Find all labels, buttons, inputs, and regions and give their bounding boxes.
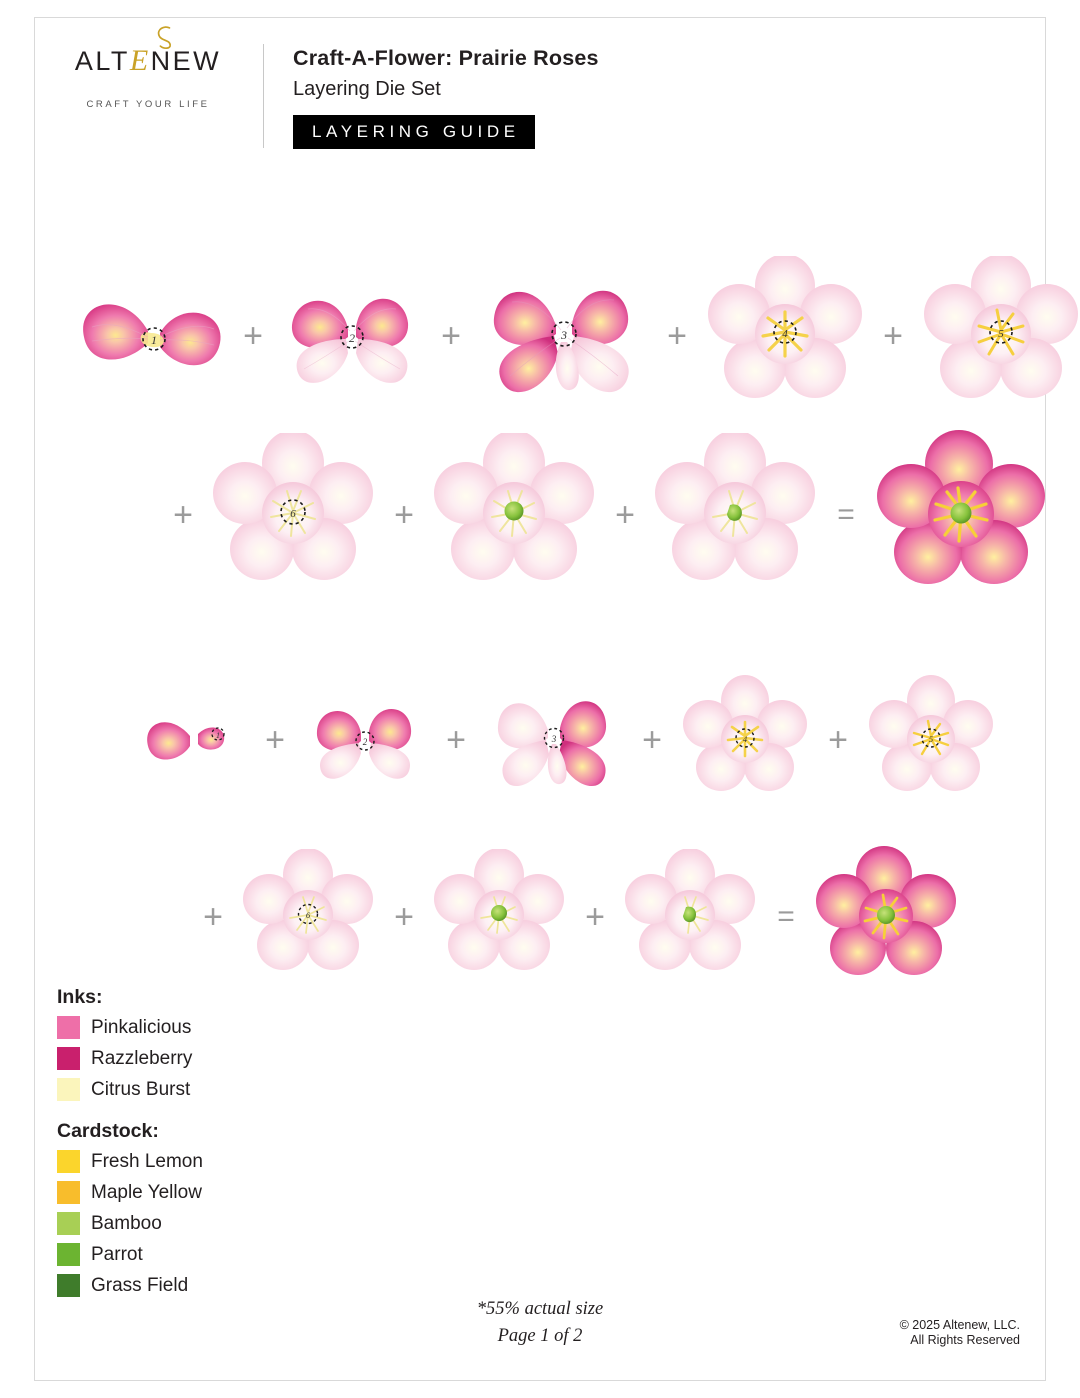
flower-layer-8	[648, 433, 823, 598]
step-petal-layer-2	[276, 261, 428, 411]
step-number-4: 4	[782, 328, 788, 340]
flower-layer-6	[206, 433, 381, 598]
logo-tagline: CRAFT YOUR LIFE	[86, 99, 210, 110]
swatch-label-parrot: Parrot	[91, 1244, 143, 1265]
operator-plus-2: +	[441, 317, 461, 355]
step-small-petal-layer-7	[427, 849, 572, 984]
step-small-petal-layer-8	[618, 849, 763, 984]
small-flower-layer-3	[479, 672, 629, 807]
cardstock-title: Cardstock:	[57, 1120, 159, 1142]
swatch-maple-yellow	[57, 1181, 80, 1204]
operator-plus-8: +	[265, 720, 285, 759]
small-flower-layer-8	[618, 849, 763, 984]
step-row-3	[132, 672, 1001, 807]
step-small-petal-layer-3	[479, 672, 629, 807]
cardstock-swatch-row	[57, 1146, 357, 1177]
step-petal-layer-8	[648, 433, 823, 598]
swatch-label-fresh-lemon: Fresh Lemon	[91, 1151, 203, 1172]
small-step-number-6: 6	[305, 910, 311, 920]
small-flower-layer-5	[861, 675, 1001, 805]
swatch-label-pinkalicious: Pinkalicious	[91, 1017, 192, 1038]
rights-line: All Rights Reserved	[910, 1333, 1020, 1347]
swatch-label-citrus-burst: Citrus Burst	[91, 1079, 191, 1100]
step-row-4	[190, 844, 964, 989]
flower-layer-2	[276, 261, 428, 411]
swatch-pinkalicious	[57, 1016, 80, 1039]
step-number-6: 6	[290, 507, 296, 520]
small-flower-layer-2	[298, 677, 433, 802]
operator-plus-5: +	[173, 496, 193, 534]
step-number-3: 3	[561, 328, 567, 342]
operator-plus-9: +	[446, 720, 466, 759]
layering-guide-badge: LAYERING GUIDE	[293, 115, 535, 149]
swatch-razzleberry	[57, 1047, 80, 1070]
page-subtitle: Layering Die Set	[293, 78, 441, 100]
operator-plus-14: +	[585, 897, 605, 936]
materials-legend	[57, 986, 357, 1301]
operator-plus-10: +	[642, 720, 662, 759]
step-row-2	[160, 430, 1054, 600]
small-step-number-2: 2	[362, 737, 368, 747]
flower-layer-4	[700, 256, 870, 416]
flower-layer-1	[78, 261, 230, 411]
copyright-line: © 2025 Altenew, LLC.	[899, 1318, 1020, 1332]
small-step-number-1: 1	[216, 730, 220, 740]
operator-plus-3: +	[667, 317, 687, 355]
flower-layer-3	[474, 256, 654, 416]
ink-swatch-row	[57, 1012, 357, 1043]
small-step-number-4: 4	[742, 733, 748, 744]
step-finished-flower-small	[809, 844, 964, 989]
step-small-petal-layer-5	[861, 675, 1001, 805]
swatch-label-maple-yellow: Maple Yellow	[91, 1182, 202, 1203]
ink-swatch-row	[57, 1043, 357, 1074]
step-small-petal-layer-1	[132, 680, 252, 800]
operator-plus-1: +	[243, 317, 263, 355]
step-petal-layer-5	[916, 256, 1080, 416]
step-petal-layer-3	[474, 256, 654, 416]
step-petal-layer-4	[700, 256, 870, 416]
step-petal-layer-6	[206, 433, 381, 598]
cardstock-swatch-row	[57, 1177, 357, 1208]
operator-plus-12: +	[203, 897, 223, 936]
step-row-1	[78, 256, 1080, 416]
operator-plus-4: +	[883, 317, 903, 355]
step-number-5: 5	[998, 328, 1004, 340]
swatch-grass-field	[57, 1274, 80, 1297]
finished-flower-large	[869, 430, 1054, 600]
operator-equals-1: =	[837, 498, 855, 531]
small-flower-layer-6	[236, 849, 381, 984]
small-step-number-5: 5	[928, 733, 934, 744]
finished-flower-small	[809, 844, 964, 989]
operator-plus-6: +	[394, 496, 414, 534]
logo-ampersand: E	[129, 44, 151, 77]
page-title: Craft-A-Flower: Prairie Roses	[293, 46, 599, 70]
small-flower-layer-1	[132, 680, 252, 800]
swatch-label-bamboo: Bamboo	[91, 1213, 162, 1234]
swatch-citrus-burst	[57, 1078, 80, 1101]
small-flower-layer-4	[675, 675, 815, 805]
swatch-label-grass-field: Grass Field	[91, 1275, 189, 1296]
step-petal-layer-7	[427, 433, 602, 598]
cardstock-swatch-row	[57, 1208, 357, 1239]
swatch-fresh-lemon	[57, 1150, 80, 1173]
step-number-1: 1	[151, 333, 157, 347]
step-small-petal-layer-4	[675, 675, 815, 805]
swatch-bamboo	[57, 1212, 80, 1235]
swatch-parrot	[57, 1243, 80, 1266]
page-number: Page 1 of 2	[497, 1326, 583, 1346]
scale-note: *55% actual size	[476, 1299, 604, 1319]
operator-equals-2: =	[777, 899, 795, 933]
ink-swatch-row	[57, 1074, 357, 1105]
footer-copyright	[900, 1318, 1020, 1348]
step-finished-flower-large	[869, 430, 1054, 600]
small-flower-layer-7	[427, 849, 572, 984]
step-small-petal-layer-2	[298, 677, 433, 802]
step-number-2: 2	[349, 331, 355, 345]
small-step-number-3: 3	[551, 734, 557, 744]
step-small-petal-layer-6	[236, 849, 381, 984]
operator-plus-7: +	[615, 496, 635, 534]
cardstock-swatch-row	[57, 1239, 357, 1270]
flower-layer-7	[427, 433, 602, 598]
swatch-label-razzleberry: Razzleberry	[91, 1048, 193, 1069]
logo-word-left: ALT	[74, 46, 130, 76]
operator-plus-13: +	[394, 897, 414, 936]
operator-plus-11: +	[828, 720, 848, 759]
flower-layer-5	[916, 256, 1080, 416]
inks-title: Inks:	[57, 986, 103, 1008]
logo-word-right: NEW	[150, 46, 222, 76]
step-petal-layer-1	[78, 261, 230, 411]
